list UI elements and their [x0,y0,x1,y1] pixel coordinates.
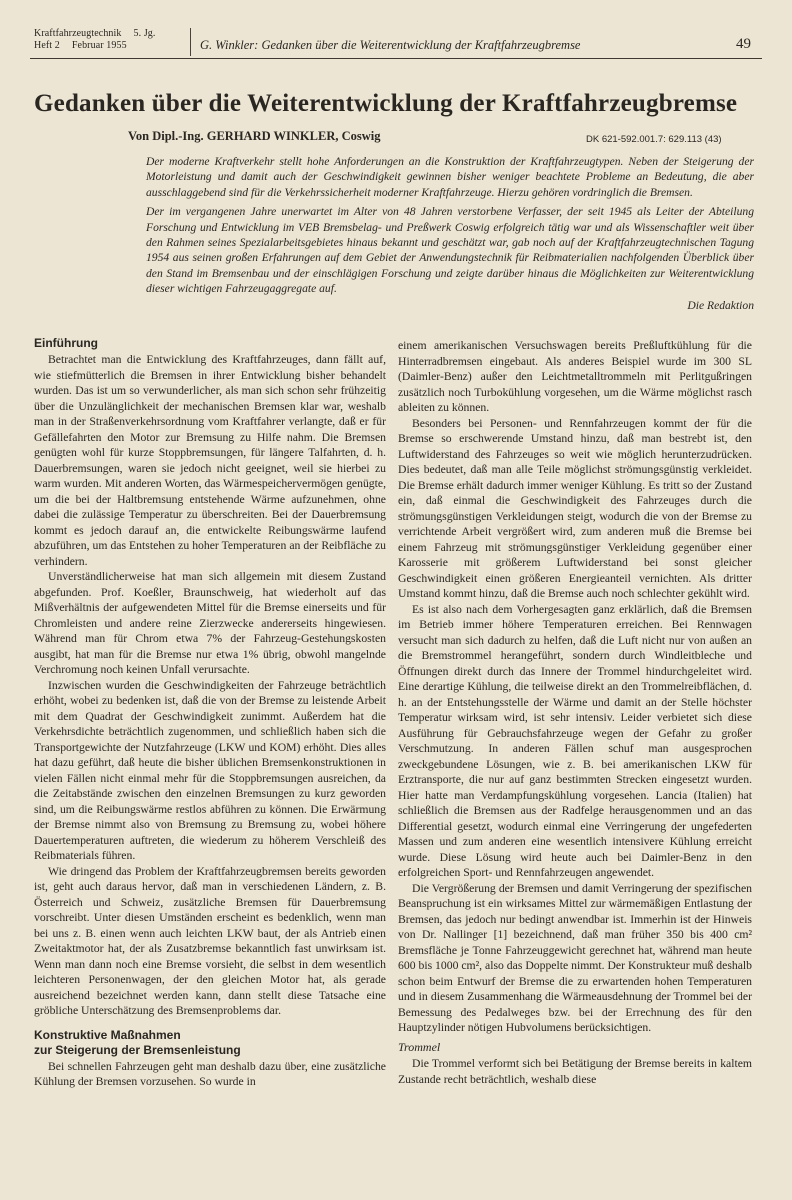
subsection-heading: Trommel [398,1039,441,1054]
journal-issue: Heft 2 [34,40,60,51]
body-paragraph: Unverständlicherweise hat man sich allgemein mit diesem Zustand abgefunden. Prof. Koeßler, Braunschweig, hat wiederholt auf das Mißverhältnis der aufgewendeten Mittel für die Bremse einerseits und für Chromleisten und andere reine Zierzwecke andererseits hingewiesen. Während man für Chrom etwa 7% der Fahrzeug-Gestehungskosten ausgibt, hat man für die Bremse nur etwa 1% übrig, obwohl mangelnde Verchromung noch keinen Unfall verursachte. [34,570,386,676]
article-title: Gedanken über die Weiterentwicklung der Kraftfahrzeugbremse [34,90,738,117]
running-title: G. Winkler: Gedanken über die Weiterentwicklung der Kraftfahrzeugbremse [200,38,581,52]
abstract-signature: Die Redaktion [687,298,754,312]
body-paragraph: Betrachtet man die Entwicklung des Kraftfahrzeuges, dann fällt auf, wie stiefmütterlich die Bremsen in ihrer Entwicklung bisher behandelt wurden. Das ist um so verwunderlicher, als man sich schon sehr frühzeitig über die Unzulänglichkeit der mechanischen Bremsen klar war, weshalb man in der Straßenverkehrsordnung vom Kraftfahrer verlangte, daß er für Gefällefahrten den Motor zur Bremsung zu Hilfe nahm. Die Bremsen genügten wohl für kurze Stoppbremsungen, für längere Talfahrten, d. h. Dauerbremsungen, waren sie jedoch nicht geeignet, weil sie hierbei zu warm wurden. Mit anderen Worten, das Wärmespeichervermögen genügte, um die bei der Haltbremsung entstehende Wärme aufzunehmen, ohne dabei die zulässige Temperatur zu überschreiten. Bei der Dauerbremsung kommt es jedoch darauf an, die entwickelte Reibungswärme laufend abzuführen, um das Entstehen zu hoher Temperaturen an der Reibfläche zu verhindern. [34,353,386,568]
journal-info [34,28,156,52]
section-heading-line: Konstruktive Maßnahmen [34,1027,181,1042]
body-paragraph: Bei schnellen Fahrzeugen geht man deshalb dazu über, eine zusätzliche Kühlung der Bremsen vorzusehen. So wurde in [34,1059,386,1088]
author-line: Von Dipl.-Ing. GERHARD WINKLER, Coswig [128,129,381,143]
journal-date: Februar 1955 [71,40,127,51]
abstract [146,154,754,313]
body-paragraph: einem amerikanischen Versuchswagen bereits Preßluftkühlung für die Hinterradbremsen eingebaut. Als anderes Beispiel wurde im 300 SL (Daimler-Benz) außer den Leichtmetalltrommeln mit Perlitgußringen zusätzlich noch Turbokühlung vorgesehen, um die Wärme möglichst rasch ableiten zu können. [398,339,752,414]
body-paragraph: Die Trommel verformt sich bei Betätigung der Bremse bereits in kaltem Zustande recht beträchtlich, weshalb diese [398,1057,752,1086]
body-paragraph: Die Vergrößerung der Bremsen und damit Verringerung der spezifischen Beanspruchung ist ein wirksames Mittel zur wärmemäßigen Entlastung der Bremsen, das jedoch nur bedingt anwendbar ist. Immerhin ist der Hinweis von Dr. Nallinger [1] bezeichnend, daß man früher 350 bis 400 cm² Bremsfläche je Tonne Fahrzeuggewicht gerechnet hat, während man heute 600 bis 1000 cm², also das Doppelte nimmt. Der Konstrukteur muß deshalb schon beim Entwurf der Bremse die zu erwartenden hohen Temperaturen und in diesem Zusammenhang die Wärmeausdehnung der Trommel bei der Bemessung des Pedalweges bzw. bei der Errechnung des für den Hauptzylinder nötigen Hubvolumens berücksichtigen. [398,881,752,1034]
journal-name: Kraftfahrzeugtechnik [34,28,122,39]
abstract-paragraph: Der im vergangenen Jahre unerwartet im Alter von 48 Jahren verstorbene Verfasser, der seit 1945 als Leiter der Abteilung Forschung und Entwicklung im VEB Bremsbelag- und Preßwerk Coswig erfolgreich tätig war und als Wissenschaftler weit über den Rahmen seines Spezialarbeitsgebietes hinaus bekannt und geschätzt war, gab noch auf der Kraftfahrzeugtechnischen Tagung 1954 aus seinen großen Erfahrungen auf dem Gebiet der Anwendungstechnik für Reibmaterialien nachfolgenden Überblick über den Stand im Bremsenbau und der einschlägigen Forschung und zeigte darüber hinaus die Möglichkeiten zur Weiterentwicklung dieser wichtigen Fahrzeugaggregate auf. [146,205,754,296]
left-column [34,336,386,1090]
body-paragraph: Es ist also nach dem Vorhergesagten ganz erklärlich, daß die Bremsen im Betrieb immer höhere Temperaturen erreichen. Bei Rennwagen versucht man sich dadurch zu helfen, daß die Luft nicht nur von außen an die Bremstrommel herangeführt, sondern durch Windleitbleche und Öffnungen direkt durch das Innere der Trommel hindurchgeleitet wird. Eine derartige Kühlung, die teilweise direkt an den Trommelreibflächen, d. h. an der Entstehungsstelle der Wärme und damit an der Stelle höchster Temperatur wirksam wird, ist sehr intensiv. Leider verbietet sich diese Ausführung für Gebrauchsfahrzeuge wegen der Gefahr zu großer Verschmutzung. In anderen Fällen schuf man ausgesprochen zweckgebundene Lösungen, wie z. B. bei amerikanischen LKW für Erztransporte, die nur auf ganz bestimmten Strecken eingesetzt wurden. Hier hatte man Verdampfungskühlung vorgesehen. Lancia (Italien) hat schließlich die Bremsen aus der Radfelge herausgenommen und an das Differential gesetzt, wodurch einmal eine Verringerung der ungefederten Massen und zum anderen eine wesentlich intensivere Kühlung erreicht wurde. Diese Lösung wird heute auch bei Daimler-Benz in den erfolgreichen Sport- und Rennfahrzeugen angewendet. [398,602,752,879]
header-rule [30,58,762,59]
body-paragraph: Besonders bei Personen- und Rennfahrzeugen kommt der für die Bremse so erschwerende Umstand hinzu, daß man bestrebt ist, den Luftwiderstand des Fahrzeuges so weit wie möglich herunterzudrücken. Dies bedeutet, daß man alle Teile möglichst strömungsgünstig verkleidet. Die Bremse erhält dadurch immer weniger Kühlung. Es tritt so der Zustand ein, daß einmal die Geschwindigkeit des Fahrzeuges durch die strömungsgünstigen Verkleidungen steigt, wodurch die von der Bremse zu verrichtende Arbeit vergrößert wird, zum anderen muß die Bremse bei einem Fahrzeug mit strömungsgünstiger Verkleidung gegenüber einer Karosserie mit größerem Luftwiderstand bei sonst gleicher Geschwindigkeit einen größeren Energieanteil vernichten. Als dritter Umstand kommt hinzu, daß die Bremse auch noch schlechter gekühlt wird. [398,416,752,600]
journal-volume: 5. Jg. [133,28,156,39]
section-heading: Einführung [34,336,98,350]
dk-classification: DK 621-592.001.7: 629.113 (43) [586,134,722,145]
header-divider [190,28,191,56]
page-number: 49 [736,36,751,52]
section-heading-line: zur Steigerung der Bremsenleistung [34,1042,241,1057]
right-column [398,338,752,1087]
body-paragraph: Inzwischen wurden die Geschwindigkeiten der Fahrzeuge beträchtlich erhöht, wobei zu bedenken ist, daß die von der Bremse zu leistende Arbeit mit dem Quadrat der Geschwindigkeit zunimmt. Außerdem hat die Verkehrsdichte beträchtlich zugenommen, und schließlich haben sich die Transportgewichte der Nutzfahrzeuge (LKW und KOM) erhöht. Dies alles hat dazu geführt, daß heute die bisher üblichen Bremsenkonstruktionen in vielen Fällen nicht einmal mehr für die Stoppbremsungen ausreichen, da die Zeitabstände zwischen den einzelnen Bremsungen zu kurz geworden sind, um die Reibungswärme restlos abführen zu können. Die Erwärmung der Bremse nimmt also von Bremsung zu Bremsung zu, wobei höhere Dauertemperaturen auftreten, die wiederum zu höherem Verschleiß des Reibmaterials führen. [34,678,386,862]
section-heading [34,1028,386,1058]
body-paragraph: Wie dringend das Problem der Kraftfahrzeugbremsen bereits geworden ist, geht auch daraus hervor, daß man in verschiedenen Ländern, z. B. Österreich und Schweiz, zusätzliche Bremsen für Dauerbremsung vorschreibt. Unter diesen Umständen erscheint es bedenklich, wenn man bei uns z. B. einen wenn auch leichten LKW baut, der als Antrieb einen Zweitaktmotor hat, der als Zusatzbremse bekanntlich fast unwirksam ist. Wenn man dann noch eine Bremse vorsieht, die selbst in dem wesentlich leichteren Personenwagen, der den gleichen Motor hat, als gerade ausreichend bezeichnet werden kann, dann stellt diese Tatsache eine gröbliche Unterschätzung des Bremsenproblems dar. [34,864,386,1017]
abstract-paragraph: Der moderne Kraftverkehr stellt hohe Anforderungen an die Konstruktion der Kraftfahrzeugtypen. Neben der Steigerung der Motorleistung und damit auch der Geschwindigkeit gewinnen bisher weniger beachtete Probleme an Bedeutung, die aber ausschlaggebend sind für die Verkehrssicherheit moderner Kraftfahrzeuge. Hierzu gehören vordringlich die Bremsen. [146,155,754,199]
